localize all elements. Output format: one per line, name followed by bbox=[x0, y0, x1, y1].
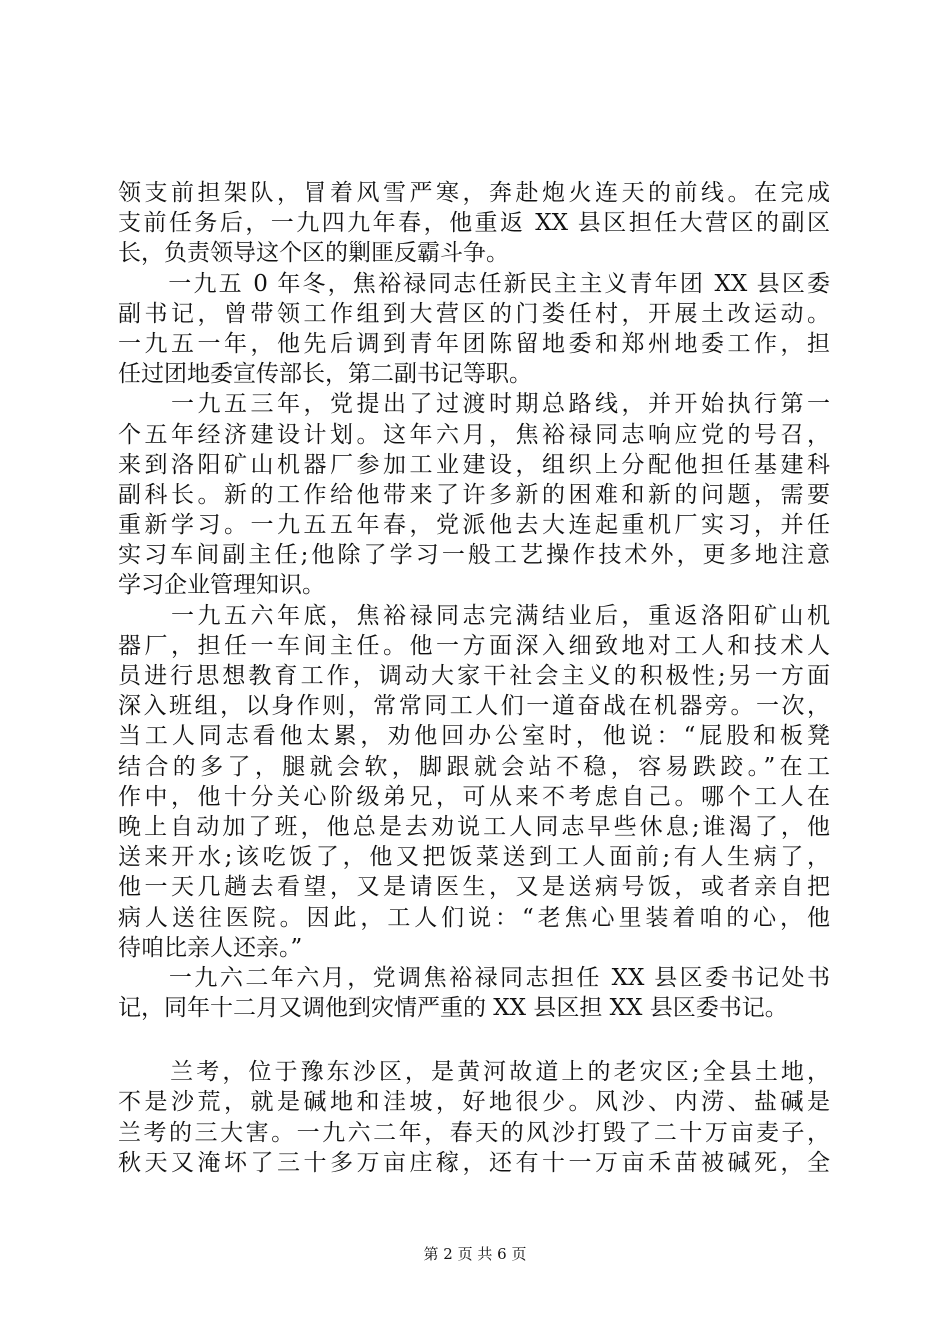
paragraph-1 bbox=[118, 178, 830, 269]
text-line: 领支前担架队，冒着风雪严寒，奔赴炮火连天的前线。在完成 bbox=[118, 180, 830, 206]
paragraph-5 bbox=[118, 963, 830, 1023]
text-line: 支前任务后，一九四九年春，他重返 XX 县区担任大营区的副区 bbox=[118, 210, 830, 237]
text-line: 一九五 0 年冬，焦裕禄同志任新民主主义青年团 XX 县区委 bbox=[118, 270, 830, 297]
paragraph-4 bbox=[118, 601, 830, 963]
text-line: 副书记，曾带领工作组到大营区的门娄任村，开展土改运动。 bbox=[118, 300, 830, 327]
text-line: 作中，他十分关心阶级弟兄，可从来不考虑自己。哪个工人在 bbox=[118, 783, 830, 810]
text-line: 一九五三年，党提出了过渡时期总路线，并开始执行第一 bbox=[118, 391, 830, 418]
text-line: 病人送往医院。因此，工人们说：“老焦心里装着咱的心，他 bbox=[118, 904, 830, 931]
text-line: 深入班组，以身作则，常常同工人们一道奋战在机器旁。一次， bbox=[118, 693, 830, 720]
text-line: 不是沙荒，就是碱地和洼坡，好地很少。风沙、内涝、盐碱是 bbox=[118, 1089, 830, 1116]
text-line: 一九五一年，他先后调到青年团陈留地委和郑州地委工作，担 bbox=[118, 330, 830, 357]
paragraph-gap bbox=[118, 1023, 830, 1057]
text-line: 个五年经济建设计划。这年六月，焦裕禄同志响应党的号召， bbox=[118, 421, 830, 448]
text-line: 任过团地委宣传部长，第二副书记等职。 bbox=[118, 361, 532, 388]
text-line: 送来开水;该吃饭了，他又把饭菜送到工人面前;有人生病了， bbox=[118, 844, 830, 871]
text-line: 他一天几趟去看望，又是请医生，又是送病号饭，或者亲自把 bbox=[118, 874, 830, 901]
text-line: 当工人同志看他太累，劝他回办公室时，他说：“屁股和板凳 bbox=[118, 723, 830, 750]
text-line: 学习企业管理知识。 bbox=[118, 572, 325, 599]
text-line: 员进行思想教育工作，调动大家干社会主义的积极性;另一方面 bbox=[118, 663, 830, 689]
paragraph-2 bbox=[118, 269, 830, 390]
text-line: 长，负责领导这个区的剿匪反霸斗争。 bbox=[118, 240, 509, 267]
text-line: 来到洛阳矿山机器厂参加工业建设，组织上分配他担任基建科 bbox=[118, 451, 830, 478]
paragraph-6 bbox=[118, 1057, 830, 1178]
text-line: 一九六二年六月，党调焦裕禄同志担任 XX 县区委书记处书 bbox=[118, 964, 830, 991]
text-line: 一九五六年底，焦裕禄同志完满结业后，重返洛阳矿山机 bbox=[118, 602, 830, 629]
text-line: 结合的多了，腿就会软，脚跟就会站不稳，容易跌跤。”在工 bbox=[118, 753, 830, 780]
text-line: 实习车间副主任;他除了学习一般工艺操作技术外，更多地注意 bbox=[118, 542, 830, 569]
text-line: 待咱比亲人还亲。” bbox=[118, 934, 303, 961]
text-line: 晚上自动加了班，他总是去劝说工人同志早些休息;谁渴了，他 bbox=[118, 813, 830, 840]
text-line: 副科长。新的工作给他带来了许多新的困难和新的问题，需要 bbox=[118, 481, 830, 508]
text-line: 重新学习。一九五五年春，党派他去大连起重机厂实习，并任 bbox=[118, 512, 830, 539]
text-line: 器厂，担任一车间主任。他一方面深入细致地对工人和技术人 bbox=[118, 632, 830, 659]
text-line: 记，同年十二月又调他到灾情严重的 XX 县区担 XX 县区委书记。 bbox=[118, 995, 788, 1022]
body-text bbox=[118, 178, 830, 1178]
paragraph-3 bbox=[118, 389, 830, 600]
text-line: 兰考的三大害。一九六二年，春天的风沙打毁了二十万亩麦子， bbox=[118, 1119, 830, 1146]
page-number-footer: 第 2 页 共 6 页 bbox=[423, 1245, 527, 1263]
text-line: 秋天又淹坏了三十多万亩庄稼，还有十一万亩禾苗被碱死，全 bbox=[118, 1149, 830, 1176]
text-line: 兰考，位于豫东沙区，是黄河故道上的老灾区;全县土地， bbox=[118, 1059, 830, 1086]
